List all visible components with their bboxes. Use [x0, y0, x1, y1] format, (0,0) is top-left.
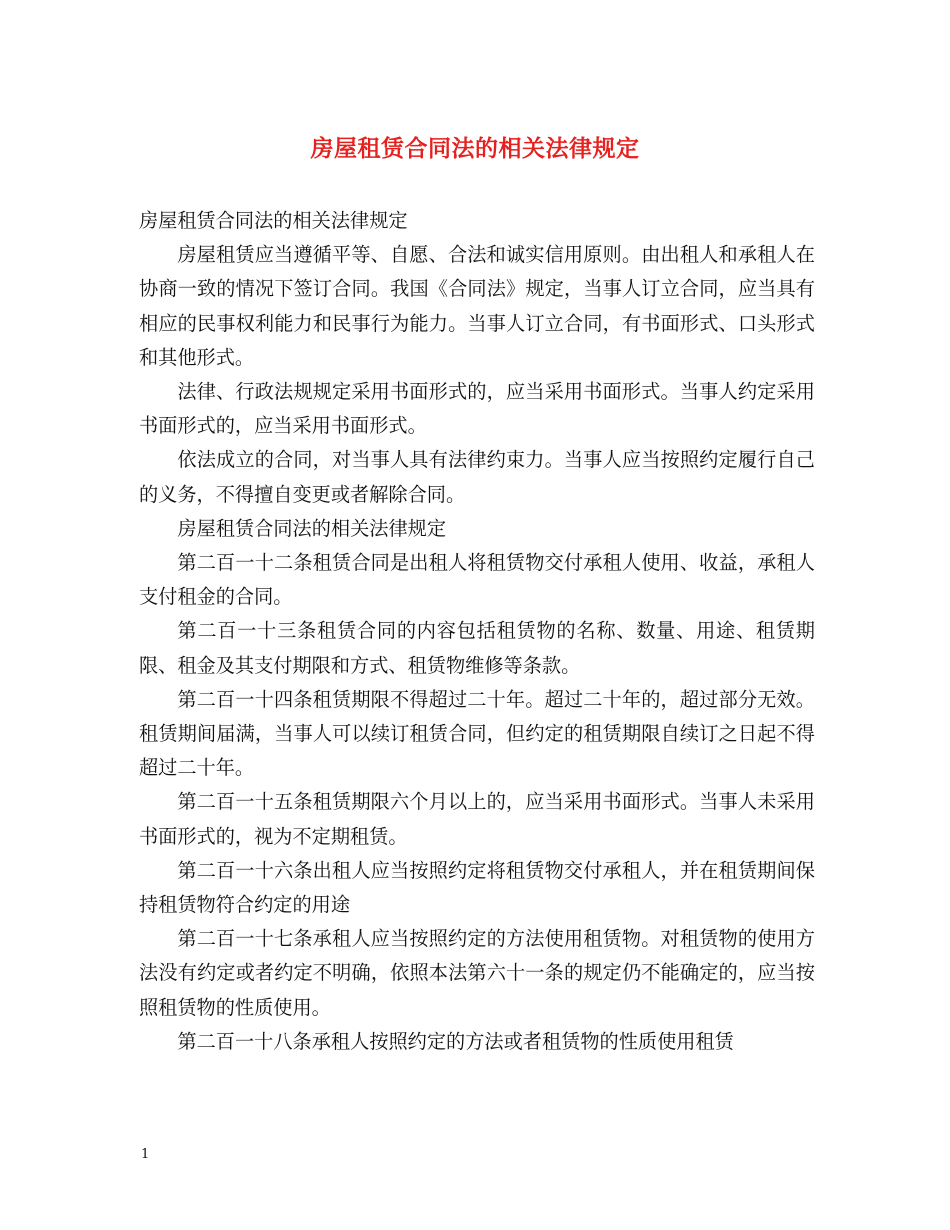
paragraph: 房屋租赁应当遵循平等、自愿、合法和诚实信用原则。由出租人和承租人在协商一致的情况下签订合同。我国《合同法》规定，当事人订立合同，应当具有相应的民事权利能力和民事行为能力。当事人订立合同，有书面形式、口头形式和其他形式。	[139, 243, 815, 369]
paragraph-heading-1: 房屋租赁合同法的相关法律规定	[139, 209, 408, 232]
article-214: 第二百一十四条租赁期限不得超过二十年。超过二十年的，超过部分无效。租赁期间届满，当事人可以续订租赁合同，但约定的租赁期限自续订之日起不得超过二十年。	[139, 687, 815, 780]
article-215: 第二百一十五条租赁期限六个月以上的，应当采用书面形式。当事人未采用书面形式的，视为不定期租赁。	[139, 790, 815, 848]
paragraph: 依法成立的合同，对当事人具有法律约束力。当事人应当按照约定履行自己的义务，不得擅自变更或者解除合同。	[139, 448, 815, 506]
article-217: 第二百一十七条承租人应当按照约定的方法使用租赁物。对租赁物的使用方法没有约定或者约定不明确，依照本法第六十一条的规定仍不能确定的，应当按照租赁物的性质使用。	[139, 927, 815, 1019]
paragraph: 法律、行政法规规定采用书面形式的，应当采用书面形式。当事人约定采用书面形式的，应当采用书面形式。	[139, 380, 815, 438]
document-body	[139, 204, 815, 1059]
article-213: 第二百一十三条租赁合同的内容包括租赁物的名称、数量、用途、租赁期限、租金及其支付期限和方式、租赁物维修等条款。	[139, 619, 815, 677]
paragraph-heading-2: 房屋租赁合同法的相关法律规定	[177, 516, 447, 540]
article-212: 第二百一十二条租赁合同是出租人将租赁物交付承租人使用、收益，承租人支付租金的合同。	[139, 551, 815, 609]
article-216: 第二百一十六条出租人应当按照约定将租赁物交付承租人，并在租赁期间保持租赁物符合约定的用途	[139, 858, 815, 917]
page-number: 1	[141, 1147, 150, 1162]
page-title: 房屋租赁合同法的相关法律规定	[310, 135, 640, 162]
article-218: 第二百一十八条承租人按照约定的方法或者租赁物的性质使用租赁	[177, 1029, 734, 1053]
